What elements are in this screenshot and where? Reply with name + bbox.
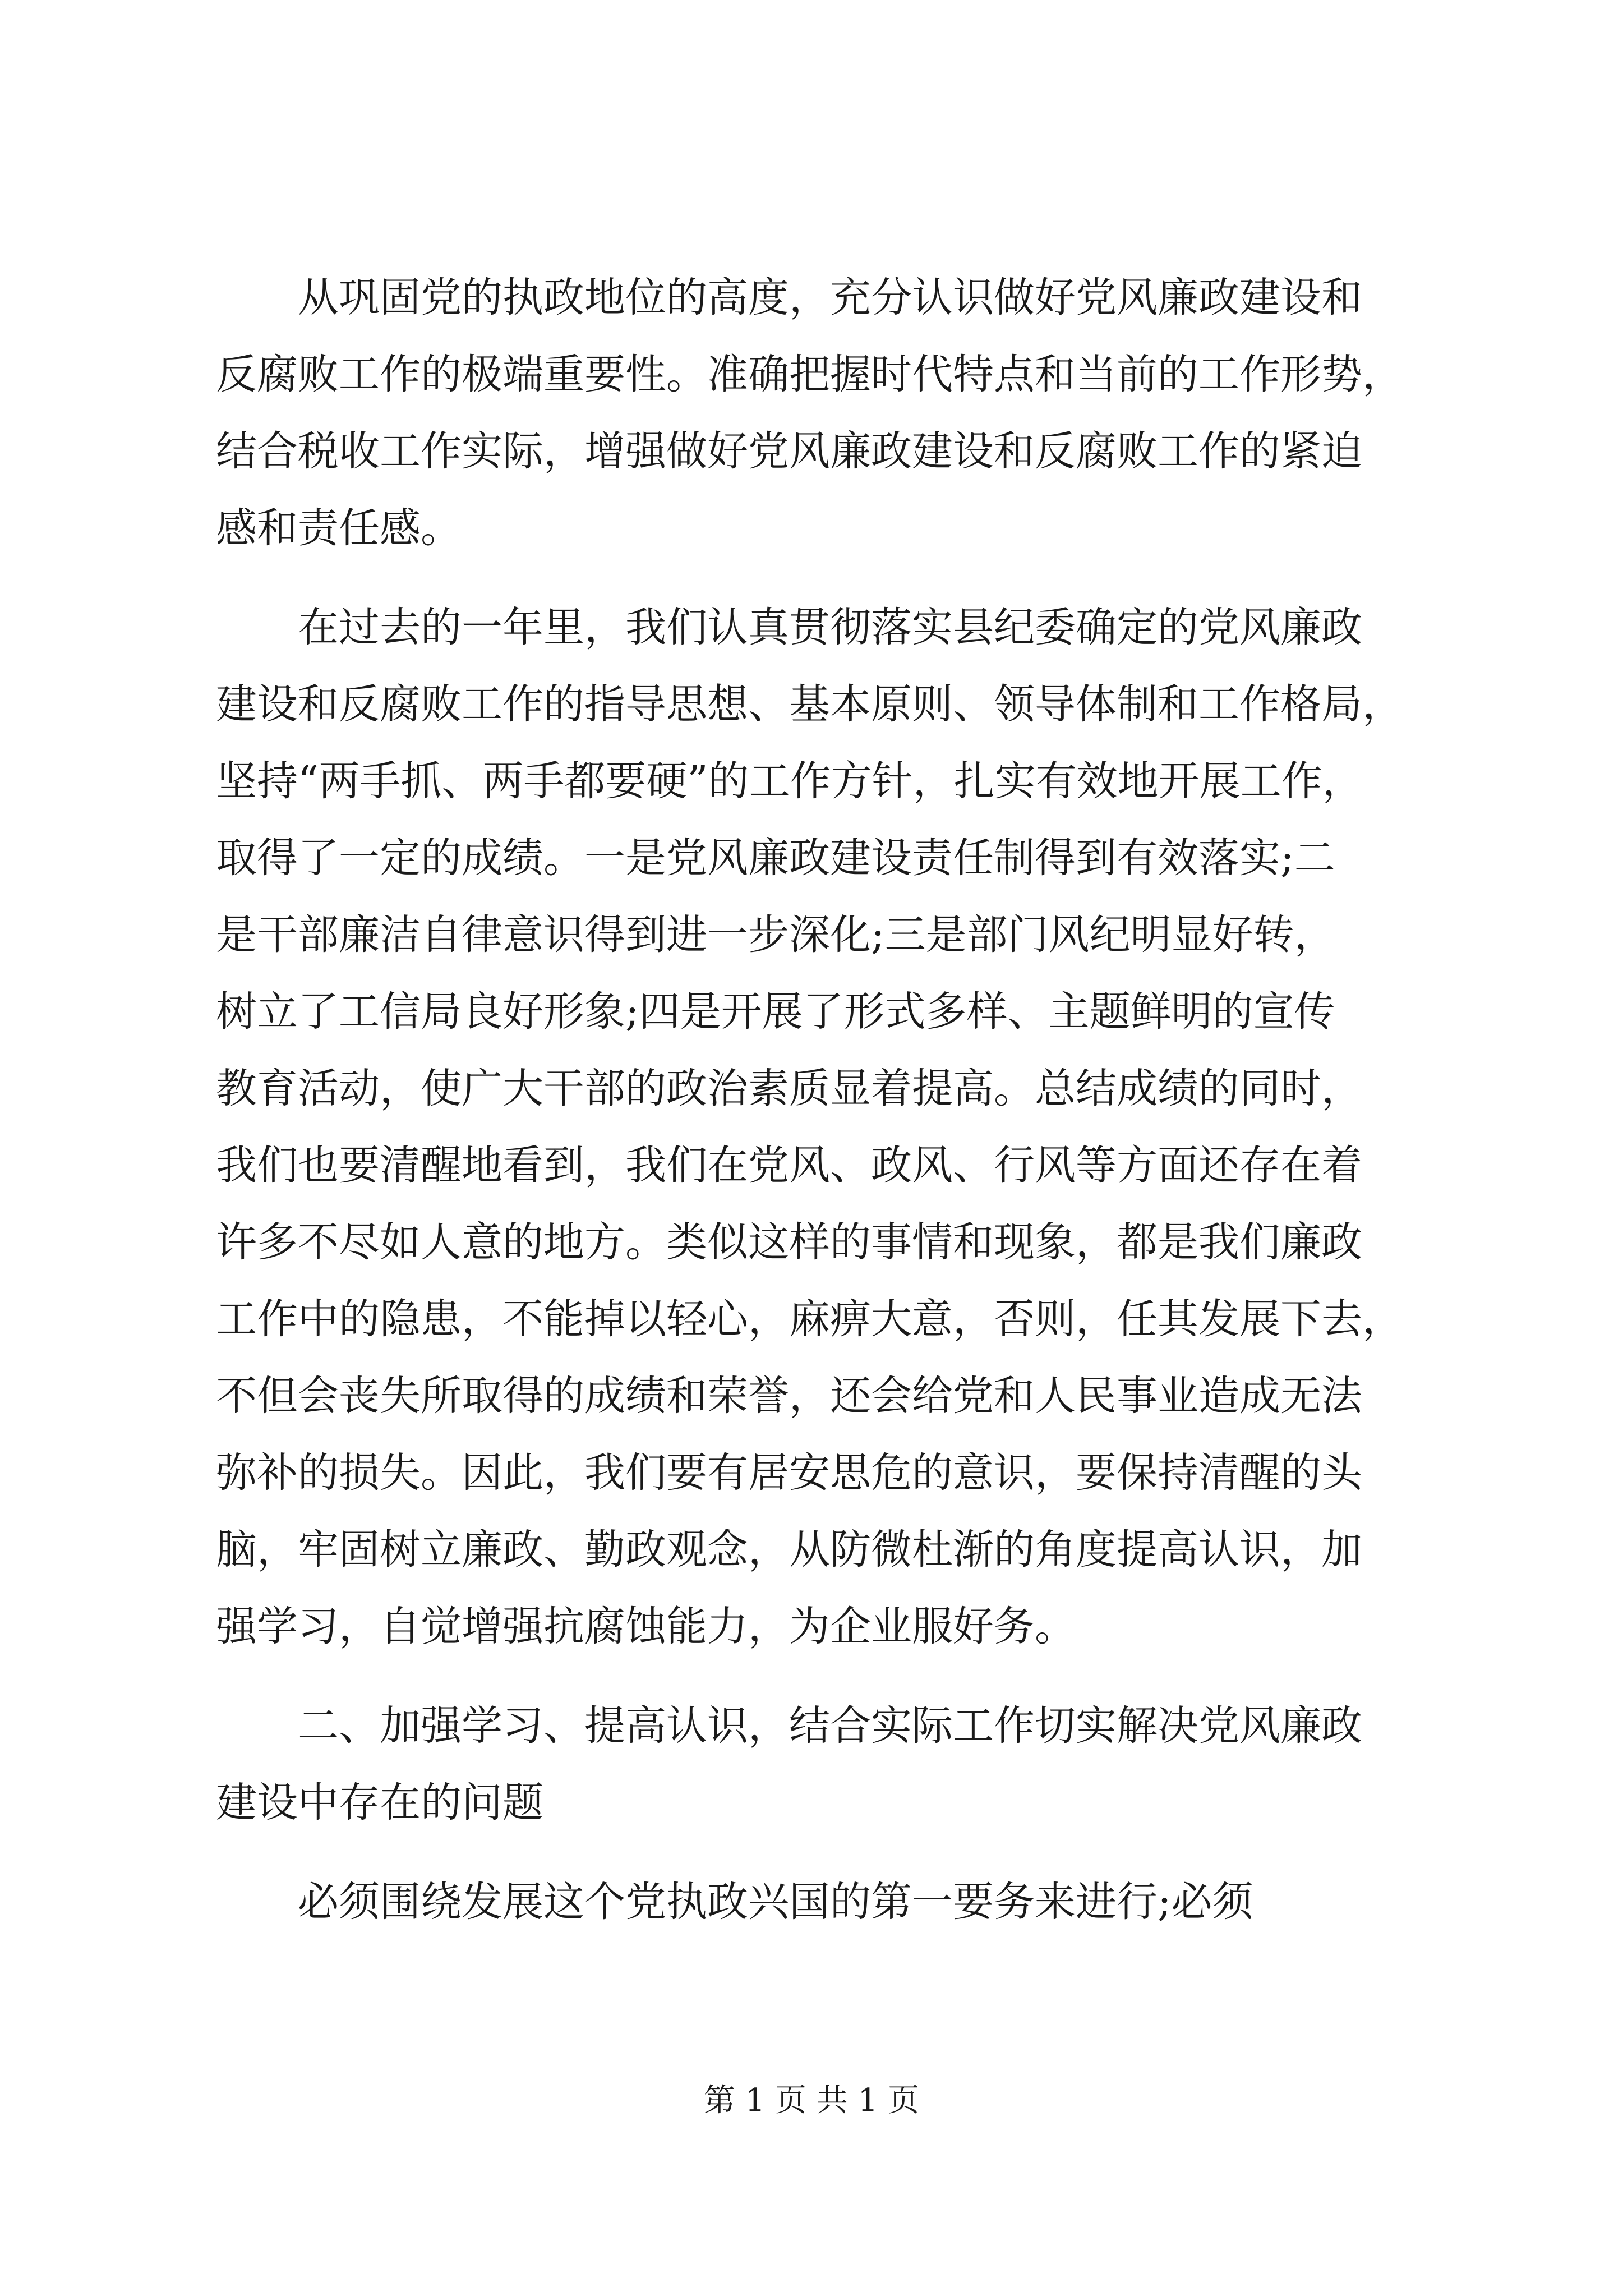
text-line: 在过去的一年里，我们认真贯彻落实县纪委确定的党风廉政 [298,604,1362,651]
paragraph-gap [216,1665,1436,1687]
text-line: 坚持“两手抓、两手都要硬”的工作方针，扎实有效地开展工作， [216,757,1363,805]
text-line: 二、加强学习、提高认识，结合实际工作切实解决党风廉政 [298,1702,1362,1750]
text-line: 强学习，自觉增强抗腐蚀能力，为企业服好务。 [216,1603,1076,1650]
text-line: 反腐败工作的极端重要性。准确把握时代特点和当前的工作形势， [216,351,1403,398]
text-line: 必须围绕发展这个党执政兴国的第一要务来进行;必须 [298,1878,1253,1926]
paragraph-3 [216,1687,1436,1841]
text-line: 我们也要清醒地看到，我们在党风、政风、行风等方面还存在着 [216,1142,1362,1189]
document-body [216,259,1436,1940]
text-line: 感和责任感。 [216,504,462,552]
paragraph-4 [216,1864,1436,1940]
text-line: 不但会丧失所取得的成绩和荣誉，还会给党和人民事业造成无法 [216,1372,1362,1420]
text-line: 取得了一定的成绩。一是党风廉政建设责任制得到有效落实;二 [216,834,1335,882]
page-footer: 第 1 页 共 1 页 [703,2082,920,2119]
text-line: 建设中存在的问题 [216,1779,543,1826]
text-line: 脑，牢固树立廉政、勤政观念，从防微杜渐的角度提高认识，加 [216,1526,1362,1573]
text-line: 树立了工信局良好形象;四是开展了形式多样、主题鲜明的宣传 [216,988,1335,1036]
text-line: 结合税收工作实际，增强做好党风廉政建设和反腐败工作的紧迫 [216,427,1362,475]
text-line: 教育活动，使广大干部的政治素质显着提高。总结成绩的同时， [216,1065,1362,1112]
text-line: 建设和反腐败工作的指导思想、基本原则、领导体制和工作格局， [216,680,1403,728]
paragraph-gap [216,1841,1436,1864]
paragraph-1 [216,259,1436,567]
paragraph-2 [216,589,1436,1665]
paragraph-gap [216,567,1436,589]
text-line: 是干部廉洁自律意识得到进一步深化;三是部门风纪明显好转， [216,911,1335,959]
text-line: 许多不尽如人意的地方。类似这样的事情和现象，都是我们廉政 [216,1218,1362,1266]
text-line: 从巩固党的执政地位的高度，充分认识做好党风廉政建设和 [298,274,1362,321]
text-line: 弥补的损失。因此，我们要有居安思危的意识，要保持清醒的头 [216,1449,1362,1497]
text-line: 工作中的隐患，不能掉以轻心，麻痹大意，否则，任其发展下去， [216,1295,1403,1343]
